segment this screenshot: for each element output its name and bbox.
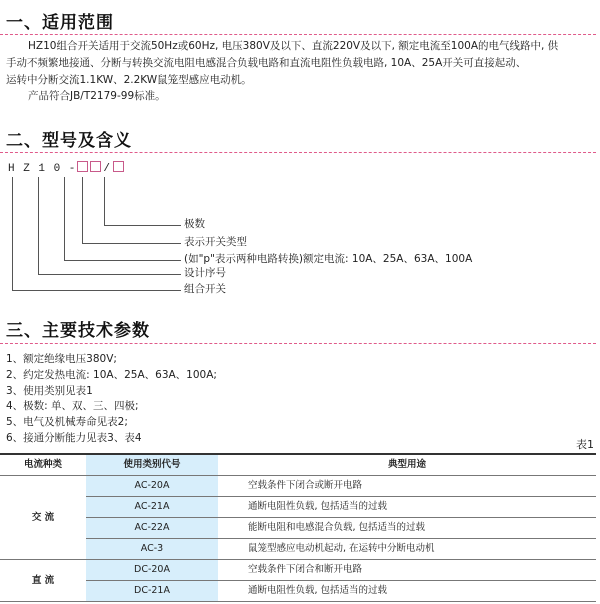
- list-item: 4、极数: 单、双、三、四极;: [6, 400, 139, 413]
- section-2-title: 二、型号及含义: [6, 131, 132, 151]
- header-current-type: 电流种类: [0, 454, 86, 476]
- section-1-body: [6, 38, 596, 105]
- cell-current-type: 直 流: [0, 560, 86, 602]
- label-combination-switch: 组合开关: [184, 283, 226, 295]
- code-box: [113, 161, 124, 172]
- code-box: [90, 161, 101, 172]
- tree-line: [12, 177, 181, 291]
- paragraph-line: 产品符合JB/T2179-99标准。: [28, 90, 166, 103]
- label-rated-current: (如"p"表示两种电路转换)额定电流: 10A、25A、63A、100A: [184, 253, 473, 265]
- header-category-code: 使用类别代号: [86, 454, 218, 476]
- label-switch-type: 表示开关类型: [184, 236, 247, 248]
- section-3-title: 三、主要技术参数: [6, 321, 150, 341]
- cell-code: AC-3: [86, 539, 218, 560]
- code-box: [77, 161, 88, 172]
- model-code: [8, 161, 125, 179]
- table-label: 表1: [576, 438, 594, 451]
- label-poles: 极数: [184, 218, 205, 230]
- cell-code: DC-20A: [86, 560, 218, 581]
- table-row: [0, 518, 596, 539]
- cell-use: 通断电阻性负载, 包括适当的过载: [218, 581, 596, 602]
- paragraph-line: 手动不频繁地接通、分断与转换交流电阻电感混合负载电路和直流电阻性负载电路, 10A、25A开关可直接起动、: [6, 56, 527, 69]
- cell-code: AC-20A: [86, 476, 218, 497]
- table-row: [0, 581, 596, 602]
- cell-code: DC-21A: [86, 581, 218, 602]
- section-1-title: 一、适用范围: [6, 13, 114, 33]
- list-item: 1、额定绝缘电压380V;: [6, 353, 117, 365]
- list-item: 5、电气及机械寿命见表2;: [6, 416, 128, 429]
- paragraph-line: 运转中分断交流1.1KW、2.2KW鼠笼型感应电动机。: [6, 73, 252, 86]
- model-code-slash: /: [103, 163, 112, 175]
- list-item: 3、使用类别见表1: [6, 384, 93, 397]
- cell-use: 能断电阻和电感混合负载, 包括适当的过载: [218, 518, 596, 539]
- divider: [0, 152, 596, 153]
- table-row: [0, 560, 596, 581]
- list-item: 2、约定发热电流: 10A、25A、63A、100A;: [6, 368, 217, 381]
- cell-use: 空载条件下闭合或断开电路: [218, 476, 596, 497]
- cell-code: AC-21A: [86, 497, 218, 518]
- cell-code: AC-22A: [86, 518, 218, 539]
- list-item: 6、接通分断能力见表3、表4: [6, 431, 142, 444]
- table-row: [0, 539, 596, 560]
- model-code-prefix: H Z 1 0 -: [8, 163, 77, 175]
- cell-use: 鼠笼型感应电动机起动, 在运转中分断电动机: [218, 539, 596, 560]
- parameter-list: [6, 352, 217, 447]
- cell-current-type: 交 流: [0, 476, 86, 560]
- cell-use: 通断电阻性负载, 包括适当的过载: [218, 497, 596, 518]
- paragraph-line: HZ10组合开关适用于交流50Hz或60Hz, 电压380V及以下、直流220V及以下, 额定电流至100A的电气线路中, 供: [28, 40, 559, 52]
- usage-category-table: [0, 453, 596, 602]
- label-design-no: 设计序号: [184, 267, 226, 279]
- table-row: [0, 497, 596, 518]
- cell-use: 空载条件下闭合和断开电路: [218, 560, 596, 581]
- divider: [0, 34, 596, 35]
- table-header-row: [0, 454, 596, 476]
- table-row: [0, 476, 596, 497]
- header-typical-use: 典型用途: [218, 454, 596, 476]
- divider: [0, 343, 596, 344]
